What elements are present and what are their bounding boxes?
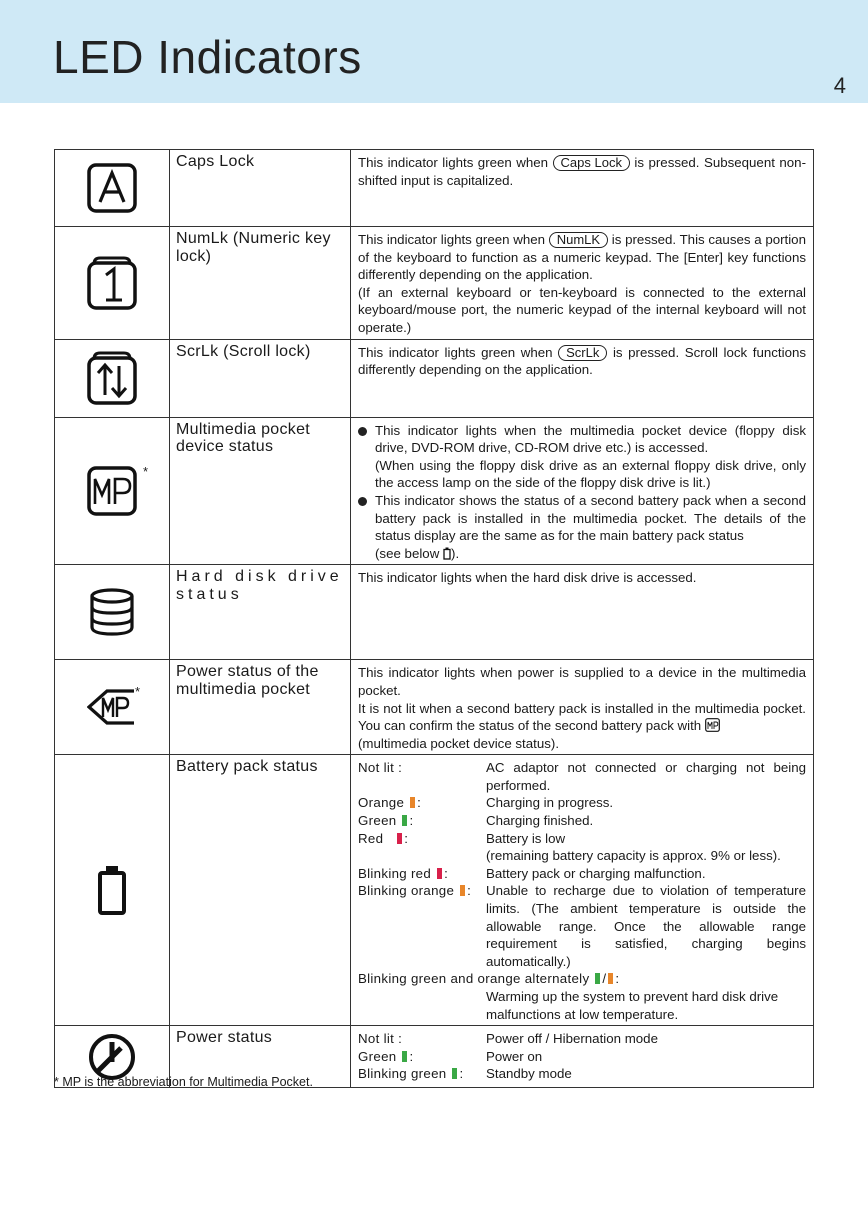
green-swatch (452, 1068, 457, 1079)
page-number: 4 (833, 73, 846, 98)
red-swatch (397, 833, 402, 844)
battery-states: Not lit : AC adaptor not connected or charging not being performed. Orange : Charging in progress. Green : Charging finished. Red : Battery is low (remaining battery capacity is approx. 9% or less). Blinking red : Battery pack or charging malfunction. Blinking orange : Unable to recharge due to violation of temperature limits. (The ambient temperature is outside the allowable range. Once the allowable range requirement is satisfied, charging begins automatically.) Blinking green and orange alternately / : Warming up the system to prevent hard disk drive malfunctions at low temperature. (358, 760, 806, 1022)
caps-lock-key: Caps Lock (553, 155, 630, 171)
footnote: * MP is the abbreviation for Multimedia Pocket. (54, 1075, 313, 1089)
indicator-name: Multimedia pocket device status (170, 417, 351, 565)
footnote-marker: * (135, 684, 141, 700)
numlock-icon (86, 255, 138, 311)
footnote-marker: * (143, 463, 149, 479)
multimedia-power-icon (87, 685, 137, 729)
battery-icon (443, 547, 451, 560)
table-row (55, 660, 814, 755)
red-swatch (437, 868, 442, 879)
orange-swatch (608, 973, 613, 984)
indicator-description: This indicator lights when the hard disk drive is accessed. (351, 565, 814, 660)
indicator-description (351, 755, 814, 1026)
multimedia-pocket-icon (705, 718, 720, 732)
indicator-description (351, 417, 814, 565)
list-item: This indicator shows the status of a second battery pack when a second battery pack is installed in the multimedia pocket. The details of the status display are the same as for the main battery pack status (see below ). (358, 492, 806, 562)
indicator-description: This indicator lights green when Caps Lock is pressed. Subsequent non-shifted input is capitalized. (351, 150, 814, 227)
indicator-description: This indicator lights when power is supplied to a device in the multimedia pocket. It is not lit when a second battery pack is installed in the multimedia pocket. You can confirm the status of the second battery pack with (multimedia pocket device status). (351, 660, 814, 755)
battery-icon (97, 864, 127, 916)
power-states: Not lit : Power off / Hibernation mode Green : Power on Blinking green : Standby mode (358, 1031, 658, 1082)
page-title: LED Indicators (53, 31, 362, 83)
orange-swatch (460, 885, 465, 896)
scroll-lock-key: ScrLk (558, 345, 607, 361)
table-row (55, 339, 814, 417)
orange-swatch (410, 797, 415, 808)
table-row (55, 150, 814, 227)
indicator-name: ScrLk (Scroll lock) (170, 339, 351, 417)
green-swatch (402, 815, 407, 826)
indicator-name: Battery pack status (170, 755, 351, 1026)
caps-lock-icon (86, 162, 138, 214)
hard-disk-icon (88, 587, 136, 637)
multimedia-pocket-icon (86, 465, 138, 517)
indicator-description (351, 1026, 814, 1088)
indicator-name: Power status (170, 1026, 351, 1088)
indicator-name: Caps Lock (170, 150, 351, 227)
indicator-name: NumLk (Numeric key lock) (170, 227, 351, 340)
table-row (55, 565, 814, 660)
indicator-name: Power status of the multimedia pocket (170, 660, 351, 755)
table-row (55, 227, 814, 340)
led-indicator-table (54, 149, 814, 1088)
table-row (55, 417, 814, 565)
numlock-key: NumLK (549, 232, 608, 248)
green-swatch (595, 973, 600, 984)
list-item: This indicator lights when the multimedia pocket device (floppy disk drive, DVD-ROM drive, CD-ROM drive etc.) is accessed. (When using the floppy disk drive as an external floppy disk drive, only the access lamp on the side of the floppy disk drive is lit.) (358, 422, 806, 492)
indicator-description: This indicator lights green when ScrLk is pressed. Scroll lock functions differently depending on the application. (351, 339, 814, 417)
indicator-description: This indicator lights green when NumLK is pressed. This causes a portion of the keyboard to function as a numeric keypad. The [Enter] key functions differently depending on the application. (If an external keyboard or ten-keyboard is connected to the external keyboard/mouse port, the numeric keypad of the internal keyboard will not operate.) (351, 227, 814, 340)
indicator-name: Hard disk drive status (170, 565, 351, 660)
table-row (55, 755, 814, 1026)
scroll-lock-icon (86, 350, 138, 406)
green-swatch (402, 1051, 407, 1062)
